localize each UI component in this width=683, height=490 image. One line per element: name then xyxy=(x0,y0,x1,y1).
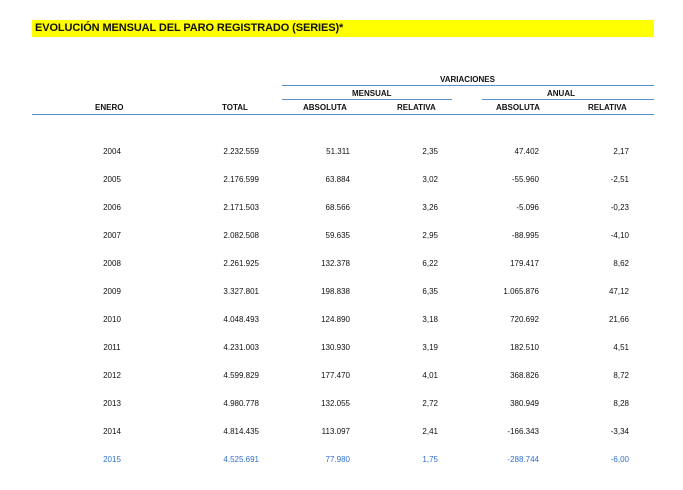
cell-total: 4.599.829 xyxy=(223,371,259,380)
cell-mensual-relativa: 6,35 xyxy=(422,287,438,296)
document-title: EVOLUCIÓN MENSUAL DEL PARO REGISTRADO (SERIES)* xyxy=(35,22,344,34)
cell-anual-absoluta: 380.949 xyxy=(510,399,539,408)
header-absoluta-mensual: ABSOLUTA xyxy=(303,103,347,112)
cell-total: 2.261.925 xyxy=(223,259,259,268)
cell-anual-absoluta: 1.065.876 xyxy=(503,287,539,296)
cell-year: 2009 xyxy=(103,287,121,296)
table-row xyxy=(0,231,683,243)
cell-total: 2.176.599 xyxy=(223,175,259,184)
cell-total: 4.048.493 xyxy=(223,315,259,324)
table-row xyxy=(0,343,683,355)
cell-mensual-absoluta: 130.930 xyxy=(321,343,350,352)
cell-year: 2004 xyxy=(103,147,121,156)
cell-year: 2005 xyxy=(103,175,121,184)
cell-year: 2010 xyxy=(103,315,121,324)
table-row xyxy=(0,147,683,159)
cell-mensual-absoluta: 63.884 xyxy=(325,175,350,184)
cell-anual-absoluta: 368.826 xyxy=(510,371,539,380)
cell-anual-relativa: 2,17 xyxy=(613,147,629,156)
cell-anual-relativa: 4,51 xyxy=(613,343,629,352)
header-absoluta-anual: ABSOLUTA xyxy=(496,103,540,112)
cell-mensual-relativa: 2,95 xyxy=(422,231,438,240)
cell-mensual-relativa: 2,35 xyxy=(422,147,438,156)
cell-mensual-relativa: 3,26 xyxy=(422,203,438,212)
cell-mensual-relativa: 1,75 xyxy=(422,455,438,464)
header-relativa-anual: RELATIVA xyxy=(588,103,627,112)
cell-anual-absoluta: 720.692 xyxy=(510,315,539,324)
cell-year: 2013 xyxy=(103,399,121,408)
cell-year: 2006 xyxy=(103,203,121,212)
cell-anual-relativa: -6,00 xyxy=(610,455,629,464)
cell-year: 2012 xyxy=(103,371,121,380)
cell-mensual-absoluta: 198.838 xyxy=(321,287,350,296)
table-row xyxy=(0,259,683,271)
cell-total: 2.082.508 xyxy=(223,231,259,240)
cell-anual-relativa: -0,23 xyxy=(610,203,629,212)
rule-anual xyxy=(482,99,654,100)
cell-total: 2.232.559 xyxy=(223,147,259,156)
cell-mensual-absoluta: 132.378 xyxy=(321,259,350,268)
cell-total: 2.171.503 xyxy=(223,203,259,212)
cell-total: 4.231.003 xyxy=(223,343,259,352)
cell-mensual-absoluta: 177.470 xyxy=(321,371,350,380)
table-row-latest xyxy=(0,455,683,467)
cell-mensual-absoluta: 113.097 xyxy=(321,427,350,436)
rule-header-bottom xyxy=(32,114,654,115)
table-row xyxy=(0,427,683,439)
header-total: TOTAL xyxy=(222,103,248,112)
cell-year: 2007 xyxy=(103,231,121,240)
cell-mensual-absoluta: 68.566 xyxy=(325,203,350,212)
cell-anual-relativa: 47,12 xyxy=(608,287,629,296)
cell-total: 3.327.801 xyxy=(223,287,259,296)
cell-anual-relativa: 8,62 xyxy=(613,259,629,268)
table-row xyxy=(0,399,683,411)
cell-mensual-absoluta: 132.055 xyxy=(321,399,350,408)
cell-anual-absoluta: -88.995 xyxy=(511,231,539,240)
cell-mensual-absoluta: 51.311 xyxy=(326,147,350,156)
cell-year: 2008 xyxy=(103,259,121,268)
cell-total: 4.814.435 xyxy=(223,427,259,436)
title-banner xyxy=(32,20,654,37)
cell-anual-absoluta: -288.744 xyxy=(507,455,539,464)
cell-mensual-relativa: 4,01 xyxy=(422,371,438,380)
cell-anual-absoluta: -5.096 xyxy=(516,203,539,212)
rule-variaciones xyxy=(282,85,654,86)
cell-year: 2014 xyxy=(103,427,121,436)
cell-mensual-relativa: 3,18 xyxy=(422,315,438,324)
cell-mensual-absoluta: 124.890 xyxy=(321,315,350,324)
cell-anual-relativa: -4,10 xyxy=(610,231,629,240)
cell-anual-relativa: -2,51 xyxy=(610,175,629,184)
cell-anual-absoluta: -166.343 xyxy=(507,427,539,436)
header-anual: ANUAL xyxy=(547,89,575,98)
cell-mensual-absoluta: 77.980 xyxy=(325,455,350,464)
cell-mensual-relativa: 6,22 xyxy=(422,259,438,268)
cell-year: 2011 xyxy=(103,343,121,352)
cell-anual-absoluta: -55.960 xyxy=(511,175,539,184)
rule-mensual xyxy=(282,99,452,100)
cell-anual-relativa: -3,34 xyxy=(610,427,629,436)
header-mensual: MENSUAL xyxy=(352,89,392,98)
cell-anual-absoluta: 47.402 xyxy=(514,147,539,156)
table-row xyxy=(0,371,683,383)
cell-anual-absoluta: 179.417 xyxy=(510,259,539,268)
cell-mensual-relativa: 2,41 xyxy=(422,427,438,436)
cell-anual-relativa: 21,66 xyxy=(608,315,629,324)
cell-mensual-relativa: 2,72 xyxy=(422,399,438,408)
cell-anual-absoluta: 182.510 xyxy=(510,343,539,352)
cell-mensual-relativa: 3,19 xyxy=(422,343,438,352)
header-variaciones: VARIACIONES xyxy=(440,75,495,84)
table-row xyxy=(0,203,683,215)
cell-total: 4.980.778 xyxy=(223,399,259,408)
header-enero: ENERO xyxy=(95,103,124,112)
cell-anual-relativa: 8,28 xyxy=(613,399,629,408)
table-row xyxy=(0,315,683,327)
cell-anual-relativa: 8,72 xyxy=(613,371,629,380)
cell-year: 2015 xyxy=(103,455,121,464)
table-row xyxy=(0,287,683,299)
cell-mensual-absoluta: 59.635 xyxy=(325,231,350,240)
cell-mensual-relativa: 3,02 xyxy=(422,175,438,184)
cell-total: 4.525.691 xyxy=(223,455,259,464)
table-row xyxy=(0,175,683,187)
header-relativa-mensual: RELATIVA xyxy=(397,103,436,112)
